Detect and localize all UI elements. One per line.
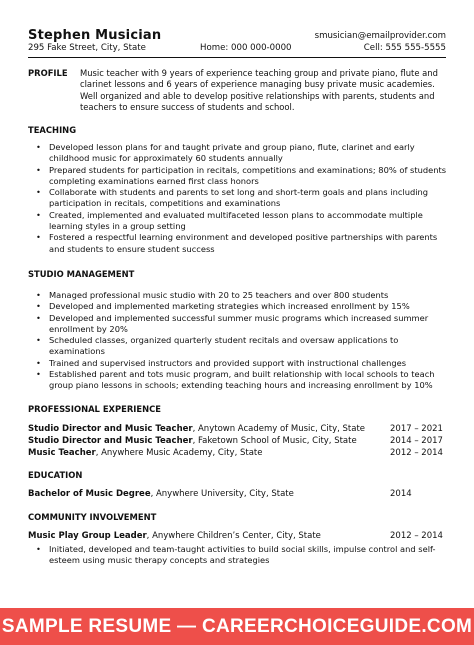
bullet-icon: • [36,187,41,198]
teaching-title: TEACHING [28,125,77,135]
header-divider [28,57,446,58]
bullet-icon: • [36,301,41,312]
cell-phone: Cell: 555 555-5555 [363,43,446,53]
bullet-icon: • [36,232,41,243]
list-item: • Developed lesson plans for and taught private and group piano, flute, clarinet and early childhood music for approximately 60 students annually [36,142,415,164]
bullet-icon: • [36,335,41,346]
contact-row [28,43,446,55]
bullet-icon: • [36,142,41,152]
profile-text: Music teacher with 9 years of experience teaching group and private piano, flute and clarinet lessons and 6 years of experience managing busy private music academies. Well organized and able to develop positive relationships with parents, students and teachers to ensure success of students and school. [80,68,438,112]
list-item: • Developed and implemented successful summer music programs which increased summer enrollment by 20% [36,312,429,334]
list-item: • Established parent and tots music program, and built relationship with local schools to teach group piano lessons in schools; extending teaching hours and increasing enrollment by 10% [36,369,435,391]
list-item: • Developed and implemented marketing strategies which increased enrollment by 15% [36,301,410,312]
list-item: • Managed professional music studio with 20 to 25 teachers and over 800 students [36,290,389,300]
community-title: COMMUNITY INVOLVEMENT [28,512,157,522]
bullet-icon: • [36,544,41,554]
education-title: EDUCATION [28,470,83,480]
bullet-icon: • [36,209,41,220]
list-item: • Fostered a respectful learning environment and developed positive partnerships with parents and students to ensure student success [36,232,438,254]
home-phone: Home: 000 000-0000 [200,43,292,53]
street-address: 295 Fake Street, City, State [28,43,146,53]
bullet-icon: • [36,290,41,300]
list-item: • Prepared students for participation in recitals, competitions and examinations; 80% of students completing examinations earned first class honors [36,164,447,186]
experience-title: PROFESSIONAL EXPERIENCE [28,404,162,414]
bullet-icon: • [36,312,41,323]
list-item: • Trained and supervised instructors and provided support with instructional challenges [36,357,407,368]
banner-text: SAMPLE RESUME — CAREERCHOICEGUIDE.COM [1,616,473,637]
community-list [36,544,448,567]
list-item: • Initiated, developed and team-taught activities to build social skills, impulse control and self-esteem using music therapy concepts and strategies [36,544,436,566]
list-item: • Scheduled classes, organized quarterly student recitals and oversaw applications to examinations [36,335,399,357]
list-item: • Collaborate with students and parents to set long and short-term goals and plans including participation in recitals, competitions and examinations [36,187,429,209]
education-entry: Bachelor of Music Degree, Anywhere University, City, State 2014 [28,489,412,499]
resume-name: Stephen Musician [28,28,162,43]
community-entry: Music Play Group Leader, Anywhere Children’s Center, City, State 2012 – 2014 [28,531,443,541]
studio-management-title: STUDIO MANAGEMENT [28,269,135,279]
bullet-icon: • [36,164,41,175]
experience-entry: Studio Director and Music Teacher, Anytown Academy of Music, City, State 2017 – 2021 [28,424,443,434]
experience-entry: Music Teacher, Anywhere Music Academy, City, State 2012 – 2014 [28,448,443,458]
experience-entry: Studio Director and Music Teacher, Faketown School of Music, City, State 2014 – 2017 [28,436,443,446]
profile-label: PROFILE [28,68,68,78]
studio-list [36,290,448,392]
list-item: • Created, implemented and evaluated multifaceted lesson plans to accommodate multiple learning styles in a group setting [36,209,423,232]
sample-banner [0,608,474,645]
bullet-icon: • [36,357,41,368]
bullet-icon: • [36,369,41,380]
email-address: smusician@emailprovider.com [314,31,446,41]
teaching-list [36,142,448,255]
